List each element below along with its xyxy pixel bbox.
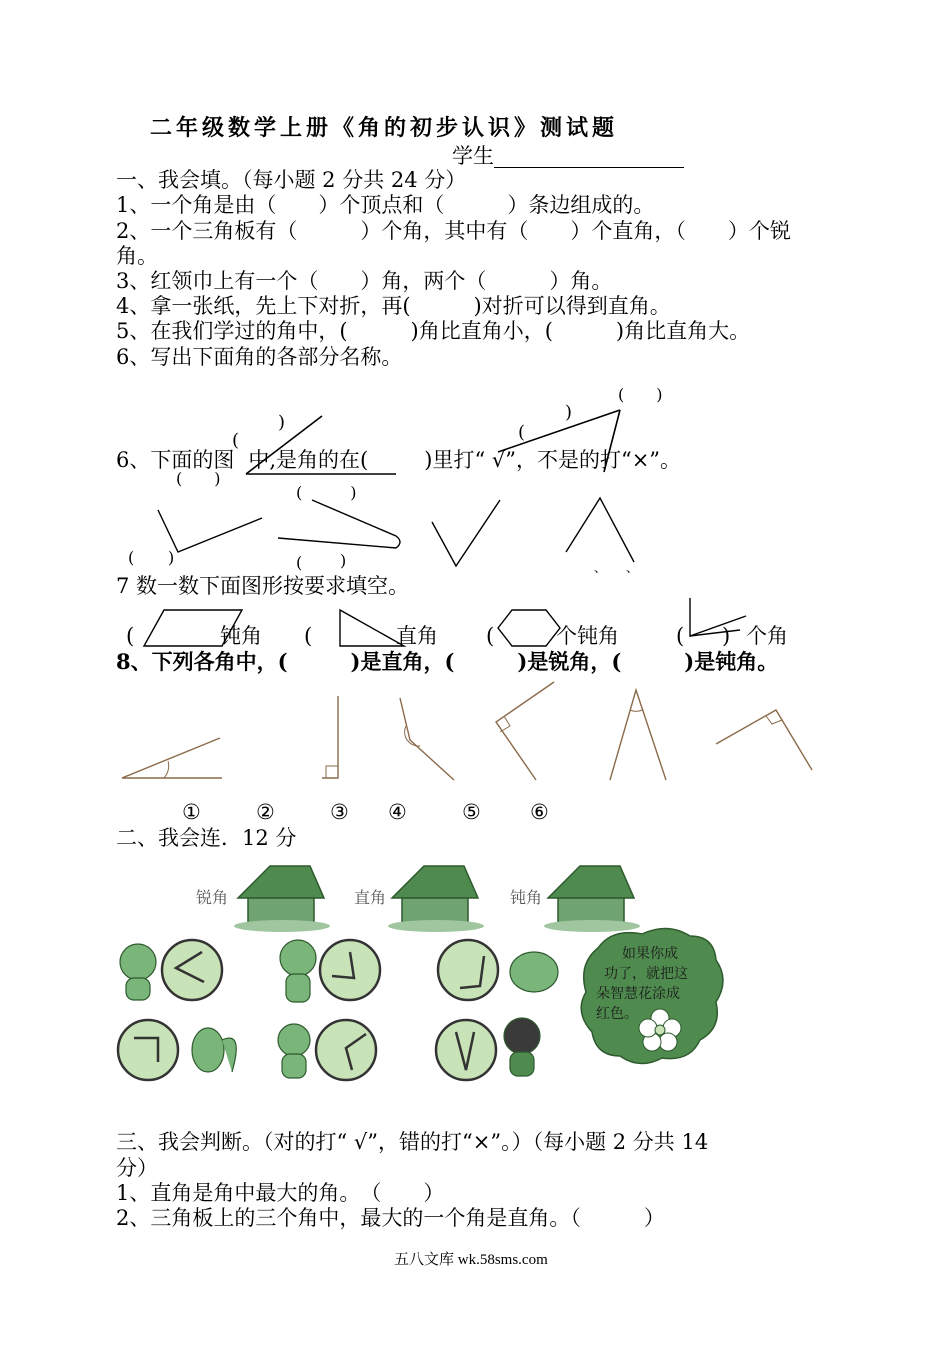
svg-text:、: 、 <box>594 561 607 575</box>
svg-text:( ): ( ) <box>618 385 663 404</box>
question-1-4: 4、拿一张纸，先上下对折，再( )对折可以得到直角。 <box>116 294 671 318</box>
section3-header-cont: 分） <box>116 1156 158 1180</box>
section2-header: 二、我会连．12 分 <box>116 826 297 850</box>
section1-header: 一、我会填。（每小题 2 分共 24 分） <box>116 168 467 192</box>
question-1-2-cont: 角。 <box>116 244 158 268</box>
footer-watermark: 五八文库 wk.58sms.com <box>394 1252 548 1268</box>
question-1-6a: 6、写出下面角的各部分名称。 <box>116 345 403 369</box>
svg-text:、: 、 <box>626 561 639 575</box>
question-1-3: 3、红领巾上有一个（ ）角，两个（ ）角。 <box>116 269 613 293</box>
house-icon <box>544 866 640 932</box>
svg-text:(: ( <box>296 553 303 572</box>
q8-number: ① <box>182 800 201 824</box>
question-1-7: 7 数一数下面图形按要求填空。 <box>116 574 410 598</box>
q8-number: ④ <box>388 800 407 824</box>
q8-number: ② <box>256 800 275 824</box>
question-1-1: 1、一个角是由（ ）个顶点和（ ）条边组成的。 <box>116 193 655 217</box>
svg-text:): ) <box>168 548 175 567</box>
question-3-2: 2、三角板上的三个角中，最大的一个角是直角。（ ） <box>116 1206 665 1230</box>
svg-text:( ): ( ) <box>296 483 357 502</box>
svg-text:): ) <box>278 412 286 433</box>
q7-label-2: 直角 <box>396 624 438 648</box>
flower-text: 如果你成 功了，就把这 朵智慧花涂成 红色。 <box>596 946 688 1022</box>
page-title: 二年级数学上册《角的初步认识》测试题 <box>150 115 619 141</box>
svg-text:(: ( <box>232 430 240 451</box>
section3-header: 三、我会判断。（对的打“ √”，错的打“×”。）（每小题 2 分共 14 <box>116 1130 709 1154</box>
q8-number: ⑥ <box>530 800 549 824</box>
question-1-5: 5、在我们学过的角中，( )角比直角小，( )角比直角大。 <box>116 319 751 343</box>
question-3-1: 1、直角是角中最大的角。 （ ） <box>116 1181 445 1205</box>
house-label-acute: 锐角 <box>196 888 229 907</box>
svg-text:(: ( <box>128 548 135 567</box>
q8-number: ⑤ <box>462 800 481 824</box>
q7-label-4: 个角 <box>746 624 788 648</box>
q8-number: ③ <box>330 800 349 824</box>
house-icon <box>234 866 330 932</box>
student-label: 学生 <box>452 144 494 168</box>
question-1-2: 2、一个三角板有（ ）个角，其中有（ ）个直角，（ ）个锐 <box>116 219 791 243</box>
svg-text:( ): ( ) <box>176 469 221 488</box>
svg-text:): ) <box>565 402 573 423</box>
svg-text:): ) <box>340 551 347 570</box>
question-1-6b: 6、下面的图 中,是角的在( )里打“ √”，不是的打“×”。 <box>116 448 682 472</box>
q7-label-1: 钝角 <box>220 624 262 648</box>
q7-label-3: 个钝角 <box>556 624 619 648</box>
house-icon <box>388 866 484 932</box>
question-1-8: 8、下列各角中，( )是直角，( )是锐角，( )是钝角。 <box>116 649 779 674</box>
house-label-obtuse: 钝角 <box>510 888 543 907</box>
house-label-right: 直角 <box>354 888 387 907</box>
svg-text:(: ( <box>518 422 526 443</box>
